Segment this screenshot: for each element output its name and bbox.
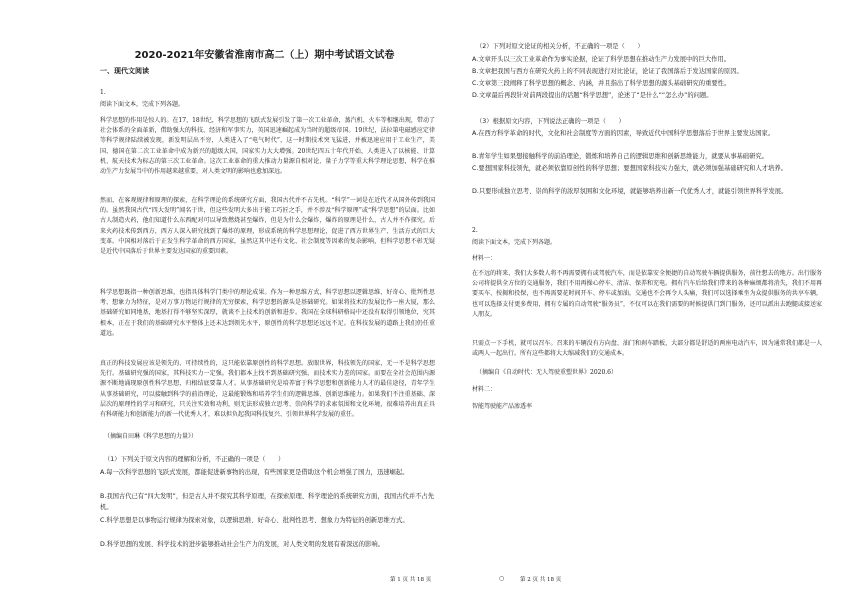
question-intro: 阅读下面文本，完成下列各题。 [100, 101, 185, 108]
binding-ring-icon: ○ [499, 575, 505, 582]
question-number: 1. [100, 89, 106, 96]
section-heading: 一、现代文阅读 [100, 67, 149, 75]
subquestion-2-option-d[interactable]: D.文章最后再段针对前两段提出的话题“科学思想”，论述了“是什么”“怎么办”的问题。 [472, 92, 713, 99]
material-1-source: （摘编自《自动时代：无人驾驶重塑世界》2020.6） [476, 369, 617, 376]
subquestion-1-stem: （1）下列关于原文内容的理解和分析，不正确的一项是（ ） [104, 456, 285, 463]
subquestion-2-option-a[interactable]: A.文章开头以三次工业革命作为事实论据，论证了科学思想在推动生产力发展中的巨大作用。 [472, 56, 731, 63]
subquestion-1-option-a[interactable]: A.每一次科学思想的飞跃式发展，都能促进新事物的出现，有些国家更是借助这个机会增强了国力，迅速崛起。 [100, 469, 409, 476]
subquestion-3-option-d[interactable]: D.只要形成独立思考、崇尚科学的浓厚氛围和文化环境，就能够培养出新一代优秀人才，就能引领世界科学发展。 [472, 188, 788, 195]
passage-source: （摘编自田琳《科学思想的力量》） [104, 433, 198, 440]
subquestion-2-option-b[interactable]: B.文章把我国与西方在研究火药上的不同表现进行对比论证，论证了我国落后于发达国家的原因。 [472, 68, 743, 75]
passage-paragraph-1: 科学思想的作用是惊人的。在17、18世纪，科学思想的飞跃式发展引发了第一次工业革命，蒸汽机、火车等相继出现，带动了社会体系的全面革新，借助强大的科技、经济和军事实力，英国迅速崛起成为当时的超级帝国。19世纪，法拉第电磁感应定律等科学规律陆续被发现，新发明层出不穷，人类进入了“电气时代”，这一时期技术突飞猛进，并被迅速应用于工业生产，美国、德国在第二次工业革命中成为新兴的超级大国，国家实力大大增强。20世纪四五十年代开始，人类进入了以核能、计算机、航天技术为标志的第三次工业革命。这次工业革命的重大推动力量源自相对论、量子力学等重大科学理论思想，科学在推动生产力发展当中的作用越来越重要，对人类文明的影响也愈加深远。 [100, 117, 435, 176]
subquestion-1-option-c[interactable]: C.科学思想是以事物运行规律为探索对象，以逻辑思维、好奇心、批判性思考、想象力为特征的创新思维方式。 [100, 517, 409, 524]
subquestion-3-stem: （3）根据原文内容，下列说法正确的一项是（ ） [476, 118, 625, 125]
subquestion-2-option-c[interactable]: C.文章第三段阐释了科学思想的概念、内涵，并且指出了科学思想的源头基础研究的重要性。 [472, 80, 731, 87]
passage-paragraph-2: 然而，在客观规律和原理的探索，在科学理论的系统研究方面，我国古代并不占先机。“科学”一词是在近代才从国外传到我国的。虽然我国古代“四大发明”闻名于世，但这些发明大多出于能工巧匠之手，并不涉及“科学原理”或“科学思想”的层面。比如古人制造火药，他们知道什么东西配对可以导致燃烧甚至爆炸，但是为什么会爆炸，爆炸的原理是什么，古人并不作探究。后来火药技术传到西方，西方人深入研究找到了爆炸的原理，形成系统的科学思想理论，促进了西方世界生产、生活方式的巨大变革。中国相对落后于正发生科学革命的西方国家，虽然这其中还有文化、社会制度等因素的复杂影响，但科学思想不彰无疑是近代中国落后于世界主要发达国家的重要因素。 [100, 197, 435, 256]
page-number-left: 第 1 页 共 18 页 [390, 577, 432, 583]
passage-paragraph-4: 真正的科技发展应该是领先的、可持续性的，这只能依靠原创性的科学思想。放眼世界，科技领先的国家，无一不是科学思想先行。基础研究强的国家，其科技实力一定强。我们都本上找不到基础研究强，而技术实力差的国家。而要在全社会范围内源源不断地涌现原创性科学思想，归根结底要靠人才。从事基础研究是培养富于科学思想和创新能力人才的最佳途径，青年学生从事基础研究，可以接触到科学的前沿理论，这最能锻炼和培养学生们的逻辑思维、创新思维能力。如果我们不注重基础、深层次的原理性的学习和研究，只关注实效和功利，则无法形成独立思考、崇尚科学的求索氛围和文化环境，很难培养出真正具有科研能力和创新能力的新一代优秀人才，难以担负起我国科技复兴、引领世界科学发展的重任。 [100, 360, 435, 419]
subquestion-3-option-c[interactable]: C.要想国家科技领先，就必须依靠原创性的科学思想；要想国家科技实力强大，就必须加强基础研究和人才培养。 [472, 165, 787, 172]
subquestion-2-stem: （2）下列对原文论证的相关分析，不正确的一项是（ ） [476, 43, 644, 50]
material-1-paragraph-2: 只需点一下手机，就可以召车。召来的车辆没有方向盘、油门和刹车踏板，大部分都是舒适的两座电动汽车，因为通常我们都是一人或两人一起出行。所有这些都将大大缩减我们的交通成本。 [472, 340, 822, 358]
subquestion-3-option-b[interactable]: B.青年学生如果想接触科学的前沿理论，锻炼和培养自己的逻辑思维和创新思维能力，就要从事基础研究。 [472, 153, 768, 160]
material-1-paragraph-1: 在不远的将来，我们大多数人将不再需要拥有或驾驶汽车，而是依靠安全便捷的自动驾驶车辆提供服务，前往想去的地方。出行服务公司将提供全方位的交通服务，我们不用再操心停车、清洁、保养和充电。拥有汽车后给我们带来的各种麻烦都将消失，我们不用再要买车、按揭和投保，也不再需要花时间开车、停车或加油。交通也不会再令人头痛，我们可以选择乘坐为众提供服务的共享车辆，也可以选择支付更多费用，拥有专属的自动驾驶“服务员”，不仅可以在我们需要的时候提供门到门服务，还可以派出去跑腿或接送家人朋友。 [472, 270, 822, 318]
subquestion-1-option-b[interactable]: B.我国古代已有“四大发明”，但是古人并不探究其科学原理，在探索原理、科学理论的系统研究方面，我国古代并不占先机。 [100, 493, 434, 511]
material-1-label: 材料一： [472, 255, 497, 262]
page-title: 2020-2021年安徽省淮南市高二（上）期中考试语文试卷 [134, 50, 395, 61]
question-number: 2. [472, 227, 478, 234]
material-2-caption: 智能驾驶能产品渗透率 [472, 403, 533, 410]
subquestion-1-option-d[interactable]: D.科学思想的发展、科学技术的进步能够推动社会生产力的发展，对人类文明的发展有着深远的影响。 [100, 541, 384, 548]
question-intro: 阅读下面文本，完成下列各题。 [472, 239, 557, 246]
passage-paragraph-3: 科学思想既指一种创新思维，也指具体科学门类中的理论成果。作为一种思维方式，科学思想以逻辑思维、好奇心、批判性思考、想象力为特征，是对万事万物运行规律的无穷探索，科学思想的源头是基础研究。如果将技术的发展比作一座大厦，那么基础研究如同地基，地基打得不够坚实深厚，就谈不上技术的创新和进步。我国在全球科研格局中还没有取得引领地位，究其根本，正在于我们的基础研究水平整体上还未达到领先水平，原创性的科学思想还远远不足。在科技发展的道路上我们仍任重道远。 [100, 289, 435, 337]
page-number-right: 第 2 页 共 18 页 [520, 577, 562, 583]
subquestion-3-option-a[interactable]: A.在西方科学革命的时代，文化和社会制度等方面的因素，导致近代中国科学思想落后于世界主要发达国家。 [472, 130, 775, 137]
material-2-label: 材料二： [472, 386, 497, 393]
